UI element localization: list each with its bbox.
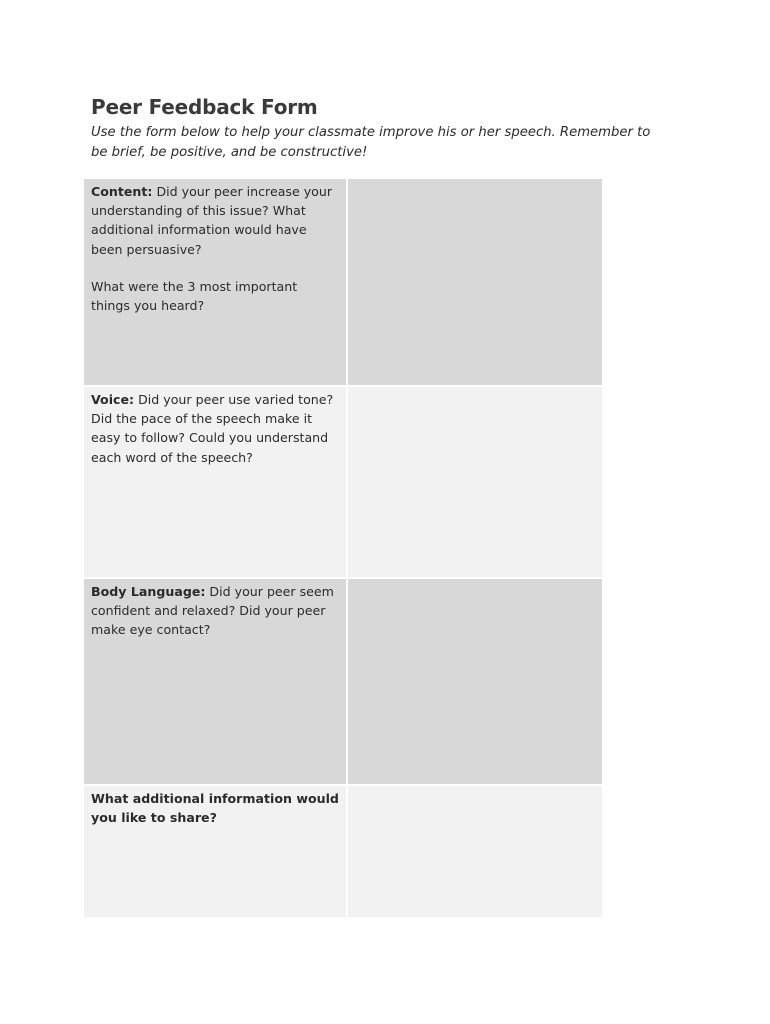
body-language-question-text: Did your peer seem confident and relaxed? Did your peer make eye contact? (91, 584, 334, 638)
content-question (91, 182, 340, 259)
additional-info-answer-box[interactable] (348, 786, 602, 917)
content-followup-question: What were the 3 most important things you heard? (91, 278, 298, 314)
voice-label: Voice: (91, 392, 135, 407)
content-question-text: Did your peer increase your understanding of this issue? What additional information would have been persuasive? (91, 184, 333, 257)
voice-question-cell (84, 387, 346, 577)
content-label: Content: (91, 184, 153, 199)
content-question-cell (84, 179, 346, 385)
body-language-answer-box[interactable] (348, 579, 602, 784)
form-instructions: Use the form below to help your classmate improve his or her speech. Remember to be brief, be positive, and be constructive! (91, 125, 651, 160)
body-language-question (91, 582, 340, 640)
content-answer-box[interactable] (348, 179, 602, 385)
voice-question-text: Did your peer use varied tone? Did the pace of the speech make it easy to follow? Could you understand each word of the speech? (91, 392, 334, 465)
page-title: Peer Feedback Form (91, 95, 318, 119)
feedback-table (84, 179, 602, 917)
additional-info-label: What additional information would you like to share? (91, 791, 339, 826)
voice-answer-box[interactable] (348, 387, 602, 577)
voice-question (91, 390, 340, 467)
additional-info-question-cell (84, 786, 346, 917)
body-language-question-cell (84, 579, 346, 784)
body-language-label: Body Language: (91, 584, 206, 599)
additional-info-question (91, 789, 340, 827)
